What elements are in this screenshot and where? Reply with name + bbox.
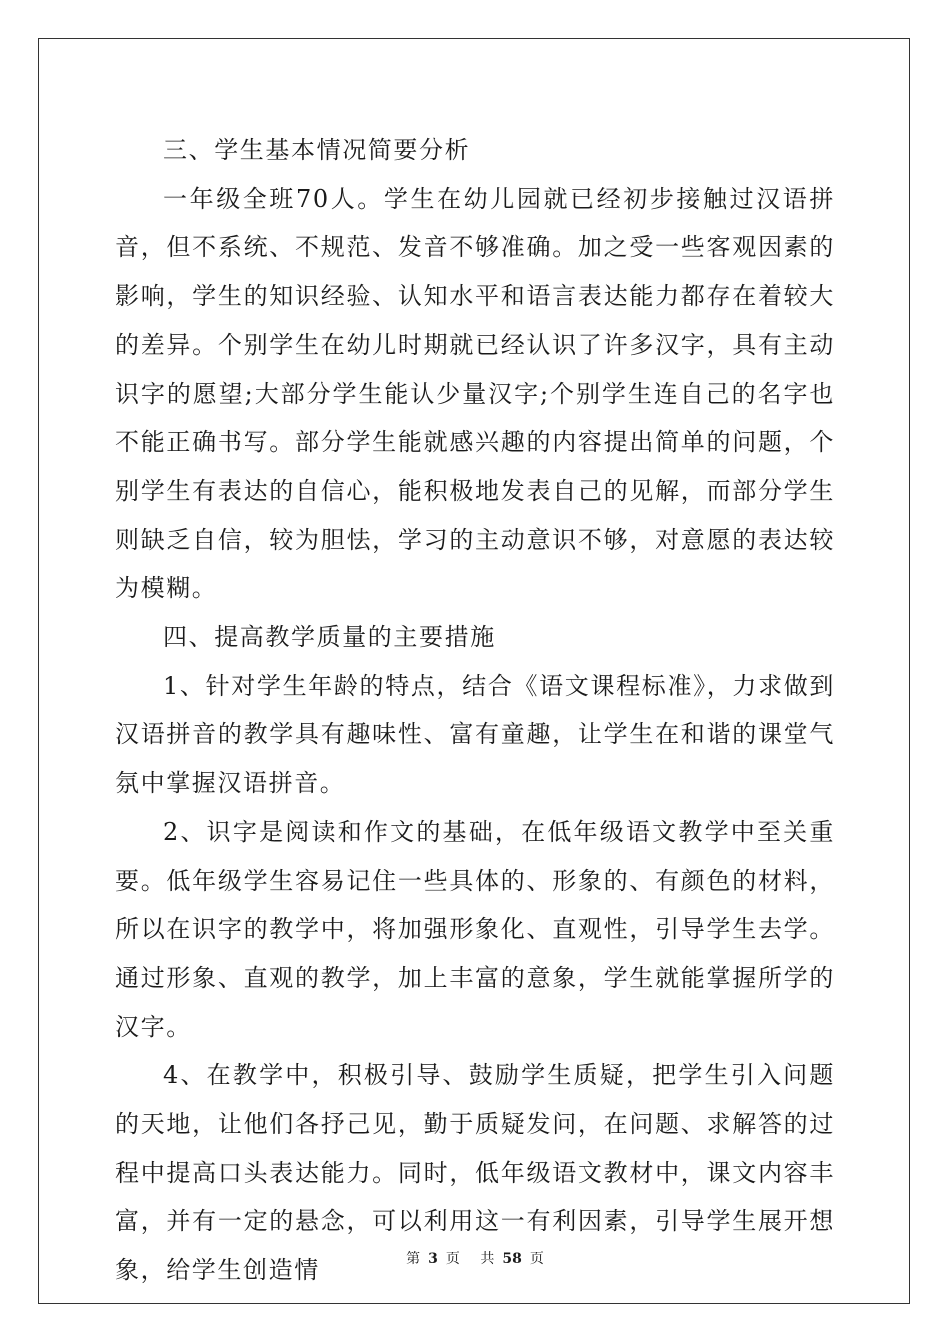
paragraph-measure-2: 2、识字是阅读和作文的基础，在低年级语文教学中至关重要。低年级学生容易记住一些具体的、形象的、有颜色的材料，所以在识字的教学中，将加强形象化、直观性，引导学生去学。通过形象、直观的教学，加上丰富的意象，学生就能掌握所学的汉字。 bbox=[115, 817, 835, 1041]
page-suffix: 页 bbox=[445, 1251, 460, 1267]
page-number: 3 bbox=[428, 1251, 438, 1267]
document-body bbox=[115, 126, 835, 1295]
section-heading-measures: 四、提高教学质量的主要措施 bbox=[163, 623, 496, 652]
total-pages: 58 bbox=[502, 1251, 522, 1267]
page-footer bbox=[0, 1248, 950, 1268]
total-suffix: 页 bbox=[529, 1251, 544, 1267]
paragraph-measure-4: 4、在教学中，积极引导、鼓励学生质疑，把学生引入问题的天地，让他们各抒己见，勤于质疑发问，在问题、求解答的过程中提高口头表达能力。同时，低年级语文教材中，课文内容丰富，并有一定的悬念，可以利用这一有利因素，引导学生展开想象，给学生创造情 bbox=[115, 1061, 835, 1285]
section-heading-student-analysis: 三、学生基本情况简要分析 bbox=[163, 136, 471, 164]
total-pages-indicator bbox=[476, 1251, 547, 1267]
page-prefix: 第 bbox=[406, 1251, 421, 1267]
paragraph-measure-1: 1、针对学生年龄的特点，结合《语文课程标准》，力求做到汉语拼音的教学具有趣味性、富有童趣，让学生在和谐的课堂气氛中掌握汉语拼音。 bbox=[115, 671, 835, 798]
total-prefix: 共 bbox=[480, 1251, 495, 1267]
page-indicator bbox=[402, 1251, 464, 1267]
paragraph-student-analysis: 一年级全班70人。学生在幼儿园就已经初步接触过汉语拼音，但不系统、不规范、发音不够准确。加之受一些客观因素的影响，学生的知识经验、认知水平和语言表达能力都存在着较大的差异。个别学生在幼儿时期就已经认识了许多汉字，具有主动识字的愿望;大部分学生能认少量汉字;个别学生连自己的名字也不能正确书写。部分学生能就感兴趣的内容提出简单的问题，个别学生有表达的自信心，能积极地发表自己的见解，而部分学生则缺乏自信，较为胆怯，学习的主动意识不够，对意愿的表达较为模糊。 bbox=[115, 184, 835, 603]
